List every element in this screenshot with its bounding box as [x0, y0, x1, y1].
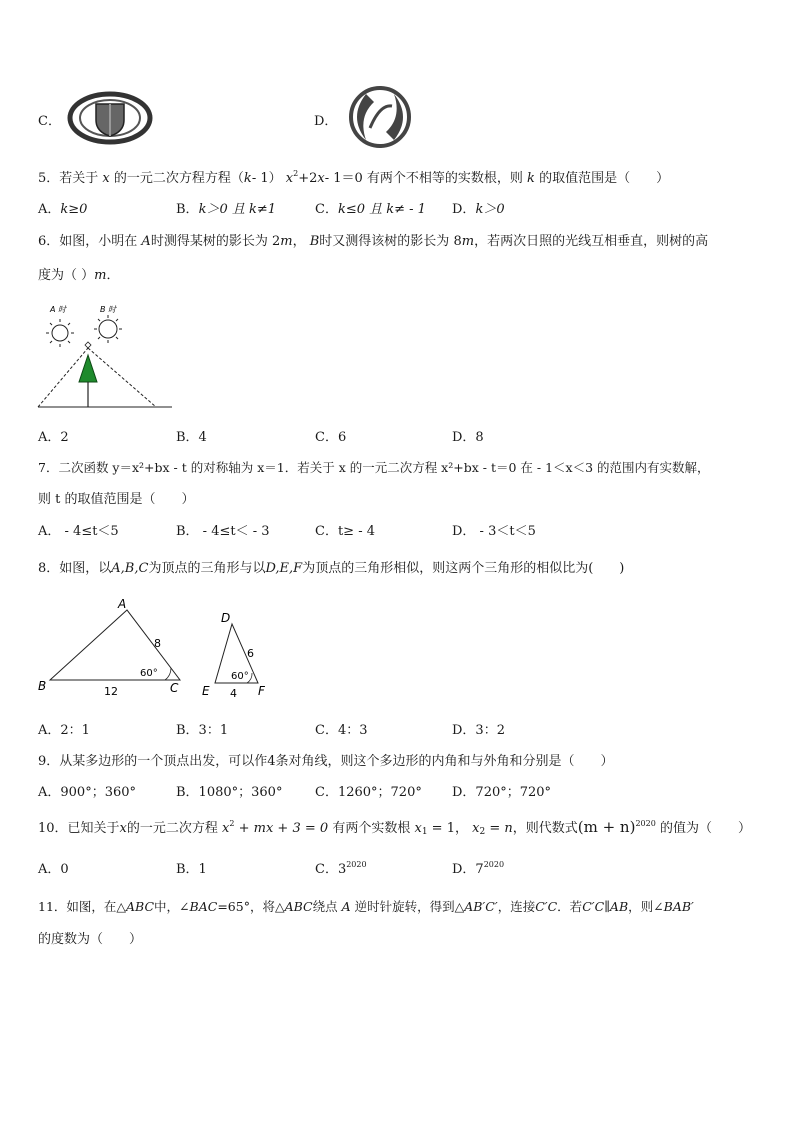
q7-stem-line1: 7．二次函数 y＝x²+bx - t 的对称轴为 x＝1．若关于 x 的一元二次方程 x²+bx - t＝0 在 - 1＜x＜3 的范围内有实数解，	[38, 460, 710, 475]
fig-label-a: A 时	[50, 305, 67, 314]
sun-a-icon	[46, 319, 74, 347]
q7-option-b[interactable]: B． - 4≤t＜ - 3	[176, 524, 270, 539]
q6-stem-line2: 度为（ ）m．	[38, 268, 120, 283]
q8-option-b[interactable]: B．3：1	[176, 723, 229, 738]
vertex-c-label: C	[170, 681, 179, 695]
q10-option-a[interactable]: A．0	[38, 862, 69, 877]
q7-option-d[interactable]: D． - 3＜t＜5	[452, 524, 536, 539]
q8-option-c[interactable]: C．4：3	[315, 723, 368, 738]
option-c-logo	[66, 90, 154, 146]
q7-stem-line2: 则 t 的取值范围是（ ）	[38, 492, 195, 507]
side-bc-label: 12	[104, 685, 118, 698]
q5-option-d[interactable]: D．k＞0	[452, 202, 505, 217]
q5-option-c[interactable]: C．k≤0 且 k≠ - 1	[315, 202, 426, 217]
q9-option-b[interactable]: B．1080°；360°	[176, 785, 283, 800]
option-c-label: C．	[38, 114, 61, 129]
fig-label-b: B 时	[100, 305, 117, 314]
q5-stem: 5．若关于 x 的一元二次方程方程（k- 1） $x^2+2x-$ 1＝0 有两个不相等的实数根，则 k 的取值范围是（ ）	[38, 169, 670, 186]
sun-b-icon	[94, 315, 122, 343]
q9-option-a[interactable]: A．900°；360°	[38, 785, 137, 800]
vertex-f-label: F	[258, 684, 265, 698]
q10-option-c[interactable]: C．$3^{2020}$	[315, 860, 367, 877]
angle-c-label: 60°	[140, 668, 158, 679]
q8-figure	[34, 594, 274, 704]
option-d-logo	[344, 84, 416, 150]
vertex-d-label: D	[221, 611, 231, 625]
vertex-e-label: E	[202, 684, 210, 698]
q11-stem-line1: 11．如图，在△ABC中，∠BAC=65°，将△ABC绕点 A 逆时针旋转，得到△AB′C′，连接C′C．若C′C∥AB，则∠BAB′	[38, 899, 694, 914]
side-ef-label: 4	[230, 687, 237, 700]
vertex-b-label: B	[38, 679, 47, 693]
q10-stem: 10．已知关于x的一元二次方程 $x^2$ + mx + 3 = 0 有两个实数根 $x_1 = 1$， $x_2 = n$，则代数式$(m + n)^{2020}$ 的值为（ ）	[38, 818, 751, 837]
q8-stem: 8．如图，以A,B,C为顶点的三角形与以D,E,F为顶点的三角形相似，则这两个三角形的相似比为( )	[38, 561, 625, 576]
q6-option-b[interactable]: B．4	[176, 430, 207, 445]
q11-stem-line2: 的度数为（ ）	[38, 932, 143, 947]
side-df-label: 6	[247, 647, 254, 660]
q9-option-c[interactable]: C．1260°；720°	[315, 785, 422, 800]
q6-figure	[36, 300, 176, 412]
q9-option-d[interactable]: D．720°；720°	[452, 785, 552, 800]
vertex-a-label: A	[118, 597, 127, 611]
q9-stem: 9．从某多边形的一个顶点出发，可以作4条对角线，则这个多边形的内角和与外角和分别是（ ）	[38, 754, 614, 769]
q10-option-d[interactable]: D．$7^{2020}$	[452, 860, 505, 877]
q6-stem-line1: 6．如图，小明在 A时测得某树的影长为 2m， B时又测得该树的影长为 8m，若两次日照的光线互相垂直，则树的高	[38, 234, 709, 249]
tree-icon	[79, 355, 97, 407]
q6-option-d[interactable]: D．8	[452, 430, 484, 445]
side-ac-label: 8	[154, 637, 161, 650]
q6-option-a[interactable]: A．2	[38, 430, 69, 445]
q8-option-d[interactable]: D．3：2	[452, 723, 505, 738]
q5-option-b[interactable]: B．k＞0 且 k≠1	[176, 202, 277, 217]
q5-option-a[interactable]: A．k≥0	[38, 202, 88, 217]
q8-option-a[interactable]: A．2：1	[38, 723, 90, 738]
q7-option-c[interactable]: C．t≥ - 4	[315, 524, 375, 539]
angle-f-label: 60°	[231, 671, 249, 682]
q6-option-c[interactable]: C．6	[315, 430, 347, 445]
q7-option-a[interactable]: A． - 4≤t＜5	[38, 524, 119, 539]
q10-option-b[interactable]: B．1	[176, 862, 207, 877]
option-d-label: D．	[314, 114, 338, 129]
